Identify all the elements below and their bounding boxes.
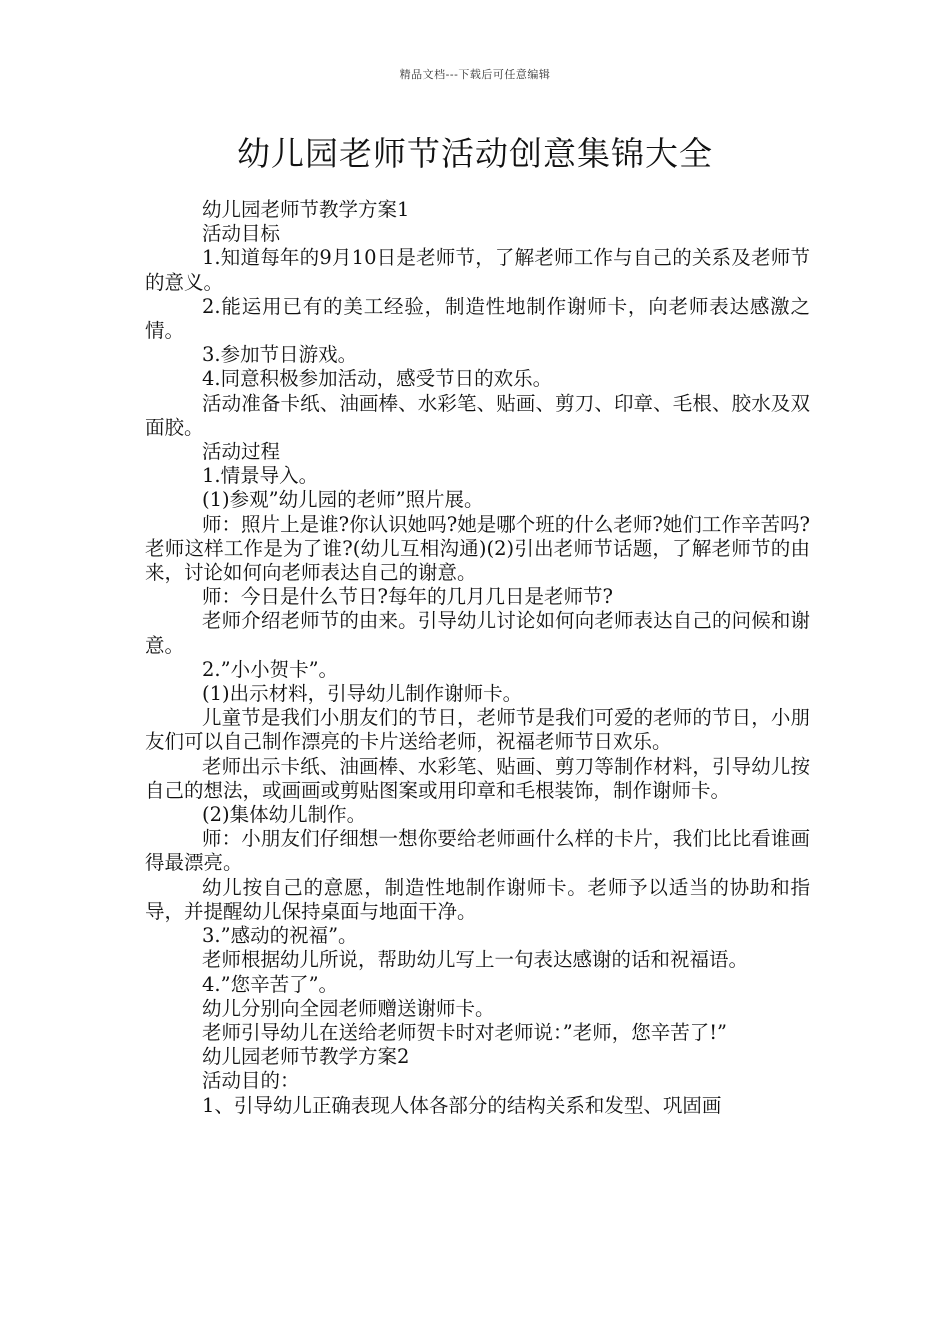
paragraph: 老师介绍老师节的由来。引导幼儿讨论如何向老师表达自己的问候和谢意。 [145, 609, 810, 657]
paragraph: 2.”小小贺卡”。 [202, 657, 339, 681]
paragraph: 师：小朋友们仔细想一想你要给老师画什么样的卡片，我们比比看谁画得最漂亮。 [145, 827, 810, 875]
paragraph: (1)参观”幼儿园的老师”照片展。 [202, 488, 484, 512]
paragraph: 4.”您辛苦了”。 [202, 972, 339, 996]
paragraph: (1)出示材料，引导幼儿制作谢师卡。 [202, 682, 523, 706]
paragraph: 2.能运用已有的美工经验，制造性地制作谢师卡，向老师表达感激之情。 [145, 294, 810, 343]
paragraph: (2)集体幼儿制作。 [202, 803, 367, 827]
paragraph: 活动准备卡纸、油画棒、水彩笔、贴画、剪刀、印章、毛根、胶水及双面胶。 [145, 391, 810, 439]
paragraph: 活动目的： [202, 1069, 300, 1093]
paragraph: 老师出示卡纸、油画棒、水彩笔、贴画、剪刀等制作材料，引导幼儿按自己的想法，或画画或剪贴图案或用印章和毛根装饰，制作谢师卡。 [145, 754, 810, 802]
paragraph: 1、引导幼儿正确表现人体各部分的结构关系和发型、巩固画 [202, 1093, 722, 1117]
paragraph: 老师引导幼儿在送给老师贺卡时对老师说：”老师，您辛苦了!” [202, 1020, 728, 1044]
paragraph: 老师根据幼儿所说，帮助幼儿写上一句表达感谢的话和祝福语。 [202, 948, 749, 972]
paragraph: 活动目标 [202, 222, 281, 246]
paragraph: 3.”感动的祝福”。 [202, 924, 358, 948]
document-title: 幼儿园老师节活动创意集锦大全 [237, 134, 713, 173]
paragraph: 儿童节是我们小朋友们的节日，老师节是我们可爱的老师的节日，小朋友们可以自己制作漂亮的卡片送给老师，祝福老师节日欢乐。 [145, 706, 810, 754]
paragraph: 师：照片上是谁?你认识她吗?她是哪个班的什么老师?她们工作辛苦吗?老师这样工作是为了谁?(幼儿互相沟通)(2)引出老师节话题，了解老师节的由来，讨论如何向老师表达自己的谢意。 [145, 512, 810, 585]
paragraph: 1.情景导入。 [202, 464, 319, 488]
paragraph: 幼儿园老师节教学方案1 [202, 198, 410, 221]
paragraph: 4.同意积极参加活动，感受节日的欢乐。 [202, 367, 553, 391]
paragraph: 活动过程 [202, 440, 281, 464]
paragraph: 3.参加节日游戏。 [202, 343, 358, 367]
paragraph: 幼儿分别向全园老师赠送谢师卡。 [202, 996, 495, 1020]
paragraph: 1.知道每年的9月10日是老师节，了解老师工作与自己的关系及老师节的意义。 [145, 246, 810, 294]
paragraph: 幼儿园老师节教学方案2 [202, 1045, 410, 1069]
paragraph: 幼儿按自己的意愿，制造性地制作谢师卡。老师予以适当的协助和指导，并提醒幼儿保持桌面与地面干净。 [145, 875, 810, 923]
paragraph: 师：今日是什么节日?每年的几月几日是老师节? [202, 585, 613, 609]
header-note: 精品文档---下载后可任意编辑 [399, 68, 551, 81]
document-body [145, 198, 810, 1118]
